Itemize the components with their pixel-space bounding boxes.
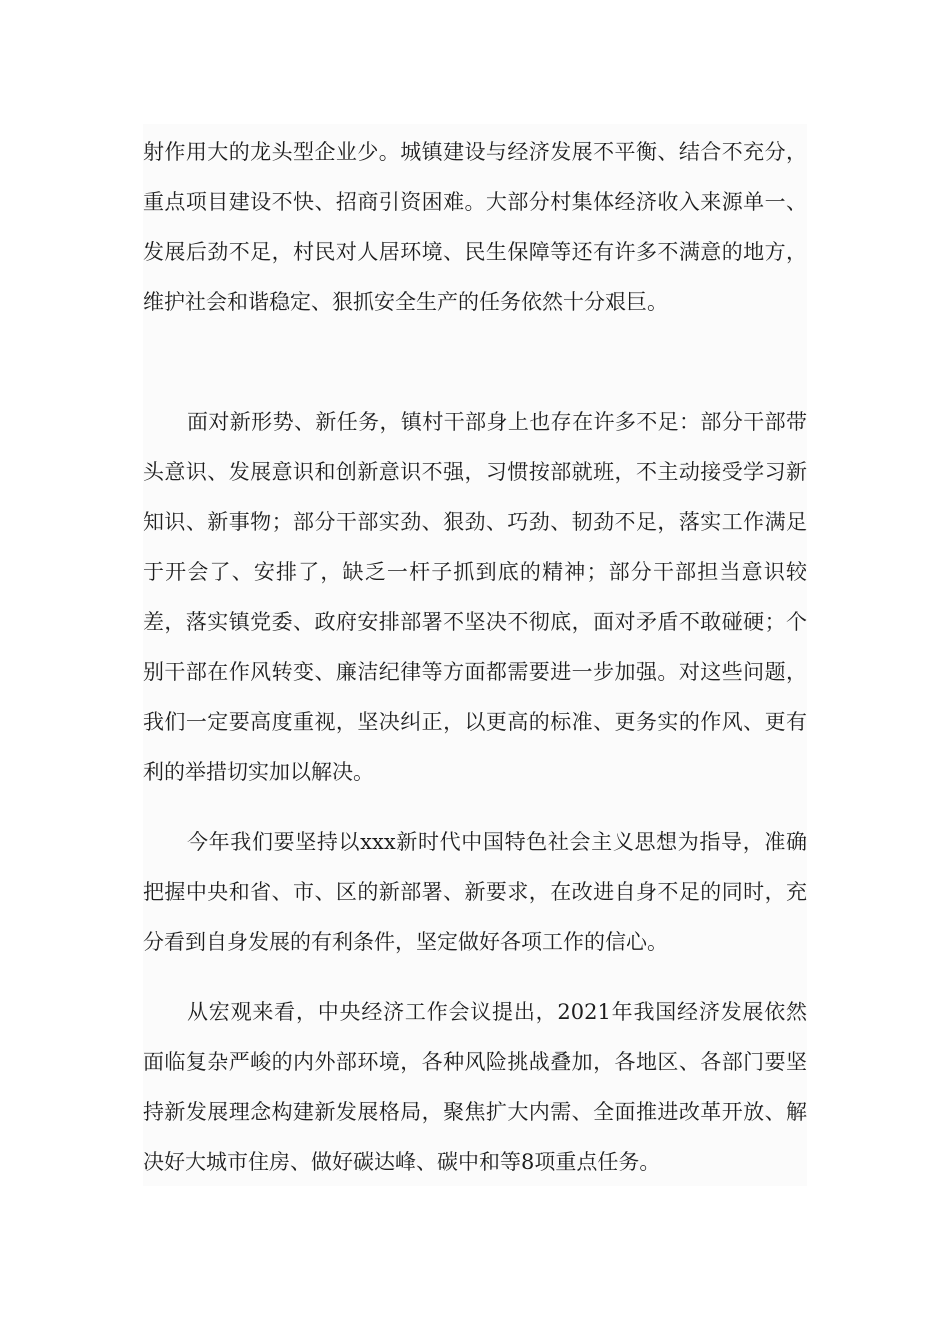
paragraph-2: 面对新形势、新任务，镇村干部身上也存在许多不足：部分干部带头意识、发展意识和创新意识不强，习惯按部就班，不主动接受学习新知识、新事物；部分干部实劲、狠劲、巧劲、韧劲不足，落实工作满足于开会了、安排了，缺乏一杆子抓到底的精神；部分干部担当意识较差，落实镇党委、政府安排部署不坚决不彻底，面对矛盾不敢碰硬；个别干部在作风转变、廉洁纪律等方面都需要进一步加强。对这些问题，我们一定要高度重视，坚决纠正，以更高的标准、更务实的作风、更有利的举措切实加以解决。 (143, 410, 807, 784)
paragraph-1: 射作用大的龙头型企业少。城镇建设与经济发展不平衡、结合不充分，重点项目建设不快、招商引资困难。大部分村集体经济收入来源单一、发展后劲不足，村民对人居环境、民生保障等还有许多不满意的地方，维护社会和谐稳定、狠抓安全生产的任务依然十分艰巨。 (143, 140, 807, 314)
paragraph-3: 今年我们要坚持以xxx新时代中国特色社会主义思想为指导，准确把握中央和省、市、区的新部署、新要求，在改进自身不足的同时，充分看到自身发展的有利条件，坚定做好各项工作的信心。 (143, 830, 807, 954)
paragraph-4: 从宏观来看，中央经济工作会议提出，2021年我国经济发展依然面临复杂严峻的内外部环境，各种风险挑战叠加，各地区、各部门要坚持新发展理念构建新发展格局，聚焦扩大内需、全面推进改革开放、解决好大城市住房、做好碳达峰、碳中和等8项重点任务。 (143, 1000, 807, 1174)
document-body (143, 124, 807, 1186)
